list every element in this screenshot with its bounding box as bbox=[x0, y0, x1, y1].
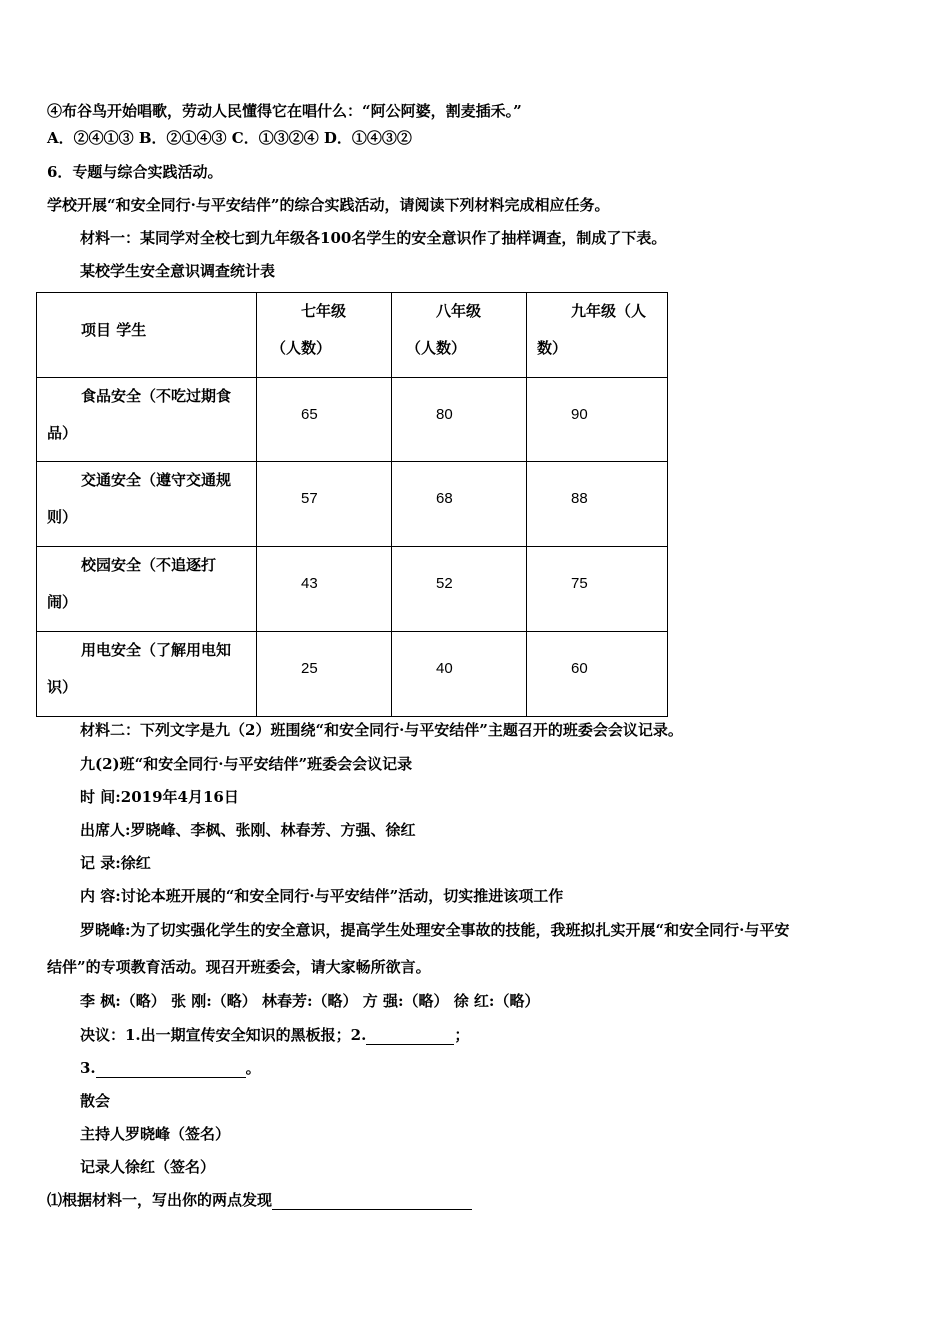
record-title: 九(2)班“和安全同行·与平安结伴”班委会会议记录 bbox=[80, 755, 413, 773]
question6-title: 6．专题与综合实践活动。 bbox=[47, 163, 223, 181]
grade9-value-cell bbox=[527, 547, 668, 632]
grade8-value-cell bbox=[392, 378, 527, 462]
table-row bbox=[37, 547, 668, 632]
resolution-3-label: 3. bbox=[80, 1059, 96, 1077]
header-grade7-label: 七年级 bbox=[301, 302, 347, 320]
header-item-cell bbox=[37, 293, 257, 378]
grade7-value-cell bbox=[257, 378, 392, 462]
row-label-cell bbox=[37, 378, 257, 462]
row-label-cont: 则） bbox=[47, 508, 78, 526]
header-grade9-cell bbox=[527, 293, 668, 378]
record-recorder: 记 录:徐红 bbox=[80, 854, 151, 872]
header-grade9-label: 九年级（人 bbox=[571, 302, 647, 320]
grade9-value: 90 bbox=[571, 406, 588, 423]
record-content: 内 容:讨论本班开展的“和安全同行·与平安结伴”活动，切实推进该项工作 bbox=[80, 887, 564, 905]
table-row bbox=[37, 632, 668, 717]
grade7-value-cell bbox=[257, 462, 392, 547]
question6-intro: 学校开展“和安全同行·与平安结伴”的综合实践活动，请阅读下列材料完成相应任务。 bbox=[47, 196, 610, 214]
grade7-value-cell bbox=[257, 632, 392, 717]
row-label: 交通安全（遵守交通规 bbox=[81, 471, 232, 489]
resolution-line-1 bbox=[80, 1025, 469, 1045]
grade8-value-cell bbox=[392, 462, 527, 547]
sub-question-1 bbox=[47, 1190, 472, 1210]
resolution-3-end: 。 bbox=[245, 1059, 261, 1077]
grade7-value: 57 bbox=[301, 490, 318, 507]
question5-choices: A．②④①③ B．②①④③ C．①③②④ D．①④③② bbox=[47, 129, 412, 147]
question5-option4: ④布谷鸟开始唱歌，劳动人民懂得它在唱什么：“阿公阿婆，割麦插禾。” bbox=[47, 102, 522, 120]
grade9-value-cell bbox=[527, 632, 668, 717]
answer-blank-q1[interactable] bbox=[272, 1193, 472, 1210]
resolution-end: ； bbox=[454, 1026, 470, 1044]
grade9-value: 88 bbox=[571, 490, 588, 507]
record-luo-statement-cont: 结伴”的专项教育活动。现召开班委会，请大家畅所欲言。 bbox=[47, 958, 431, 976]
table-row bbox=[37, 378, 668, 462]
grade8-value: 52 bbox=[436, 575, 453, 592]
row-label-cont: 识） bbox=[47, 678, 78, 696]
grade8-value-cell bbox=[392, 632, 527, 717]
material-two: 材料二：下列文字是九（2）班围绕“和安全同行·与平安结伴”主题召开的班委会会议记录。 bbox=[80, 721, 683, 739]
header-grade7-cell bbox=[257, 293, 392, 378]
record-attendees: 出席人:罗晓峰、李枫、张刚、林春芳、方强、徐红 bbox=[80, 821, 416, 839]
header-grade8-cell bbox=[392, 293, 527, 378]
record-luo-statement: 罗晓峰:为了切实强化学生的安全意识，提高学生处理安全事故的技能，我班拟扎实开展“和安全同行·与平安 bbox=[80, 921, 790, 939]
grade7-value-cell bbox=[257, 547, 392, 632]
row-label: 校园安全（不追逐打 bbox=[81, 556, 217, 574]
adjourn: 散会 bbox=[80, 1092, 111, 1110]
grade7-value: 43 bbox=[301, 575, 318, 592]
grade9-value: 60 bbox=[571, 660, 588, 677]
header-item-label: 项目 学生 bbox=[81, 321, 147, 339]
recorder-signature: 记录人徐红（签名） bbox=[80, 1158, 216, 1176]
grade7-value: 25 bbox=[301, 660, 318, 677]
record-others: 李 枫:（略） 张 刚:（略） 林春芳:（略） 方 强:（略） 徐 红:（略） bbox=[80, 992, 540, 1010]
row-label: 用电安全（了解用电知 bbox=[81, 641, 232, 659]
header-grade9-unit: 数） bbox=[537, 339, 568, 357]
grade9-value: 75 bbox=[571, 575, 588, 592]
table-header-row bbox=[37, 293, 668, 378]
resolution-text: 决议：1.出一期宣传安全知识的黑板报；2. bbox=[80, 1026, 367, 1044]
host-signature: 主持人罗晓峰（签名） bbox=[80, 1125, 231, 1143]
sub-question-1-text: ⑴根据材料一，写出你的两点发现 bbox=[47, 1191, 273, 1209]
grade9-value-cell bbox=[527, 378, 668, 462]
grade8-value: 40 bbox=[436, 660, 453, 677]
record-time: 时 间:2019年4月16日 bbox=[80, 788, 239, 806]
answer-blank-3[interactable] bbox=[96, 1061, 246, 1078]
row-label: 食品安全（不吃过期食 bbox=[81, 387, 232, 405]
header-grade8-unit: （人数） bbox=[406, 339, 467, 357]
table-caption: 某校学生安全意识调查统计表 bbox=[80, 262, 276, 280]
row-label-cell bbox=[37, 632, 257, 717]
grade7-value: 65 bbox=[301, 406, 318, 423]
row-label-cont: 闹） bbox=[47, 593, 78, 611]
material-one: 材料一：某同学对全校七到九年级各100名学生的安全意识作了抽样调查，制成了下表。 bbox=[80, 229, 667, 247]
survey-table bbox=[36, 292, 668, 717]
row-label-cell bbox=[37, 547, 257, 632]
grade9-value-cell bbox=[527, 462, 668, 547]
row-label-cell bbox=[37, 462, 257, 547]
resolution-line-2 bbox=[80, 1058, 261, 1078]
grade8-value: 68 bbox=[436, 490, 453, 507]
table-row bbox=[37, 462, 668, 547]
grade8-value-cell bbox=[392, 547, 527, 632]
row-label-cont: 品） bbox=[47, 424, 78, 442]
header-grade7-unit: （人数） bbox=[271, 339, 332, 357]
header-grade8-label: 八年级 bbox=[436, 302, 482, 320]
grade8-value: 80 bbox=[436, 406, 453, 423]
answer-blank-2[interactable] bbox=[366, 1028, 454, 1045]
